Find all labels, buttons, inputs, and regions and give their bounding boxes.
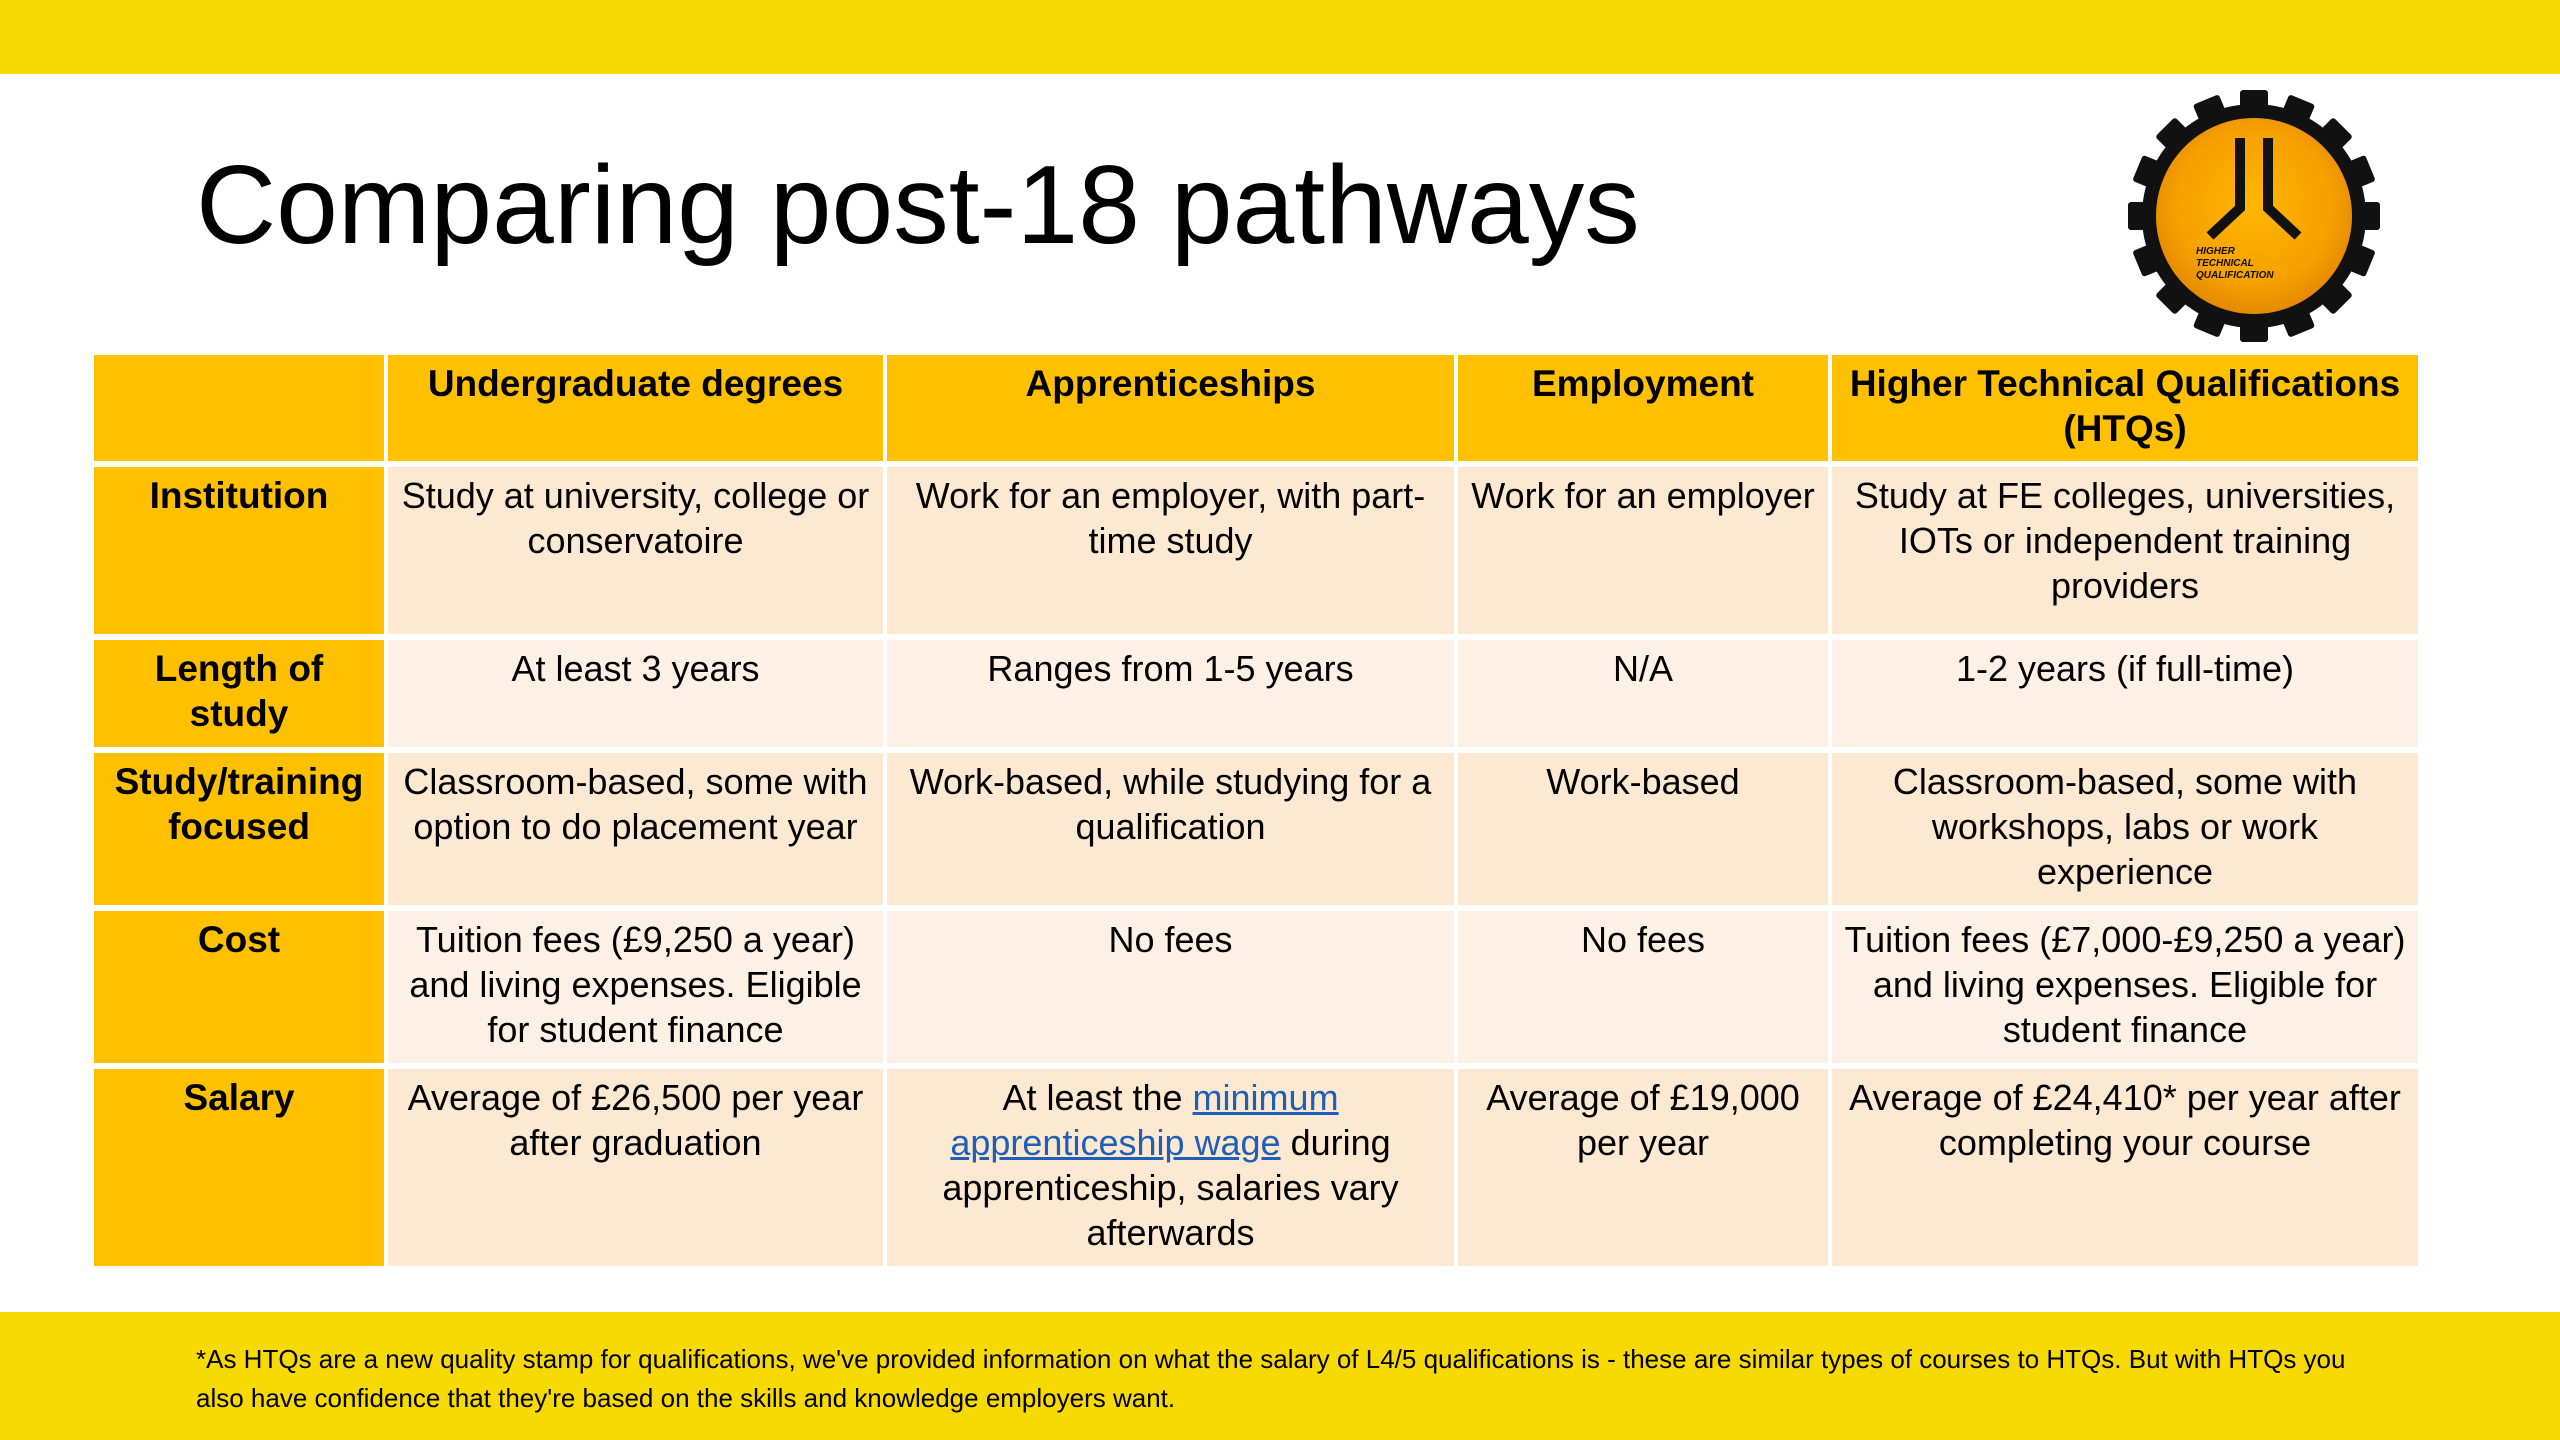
table-cell: Study at university, college or conservatoire: [388, 467, 883, 634]
row-header-length-of-study: Length of study: [94, 640, 384, 747]
table-corner-cell: [94, 355, 384, 461]
column-header-htqs: Higher Technical Qualifications (HTQs): [1832, 355, 2418, 461]
table-cell: Tuition fees (£7,000-£9,250 a year) and living expenses. Eligible for student finance: [1832, 911, 2418, 1063]
table-cell: No fees: [1458, 911, 1828, 1063]
row-header-institution: Institution: [94, 467, 384, 634]
row-header-study-training-focused: Study/training focused: [94, 753, 384, 905]
table-cell: At least 3 years: [388, 640, 883, 747]
table-cell: 1-2 years (if full-time): [1832, 640, 2418, 747]
logo-text-line-1: HIGHER: [2196, 246, 2235, 257]
table-cell: Work for an employer: [1458, 467, 1828, 634]
column-header-employment: Employment: [1458, 355, 1828, 461]
slide-title: Comparing post-18 pathways: [196, 143, 1640, 267]
table-cell: Work-based, while studying for a qualification: [887, 753, 1454, 905]
footnote: *As HTQs are a new quality stamp for qualifications, we've provided information on what the salary of L4/5 qualifications is - these are similar types of courses to HTQs. But with HTQs you also have confidence that they're based on the skills and knowledge employers want.: [196, 1344, 2346, 1413]
table-cell: Work for an employer, with part-time study: [887, 467, 1454, 634]
table-cell: Work-based: [1458, 753, 1828, 905]
table-cell: Classroom-based, some with option to do placement year: [388, 753, 883, 905]
column-header-undergraduate: Undergraduate degrees: [388, 355, 883, 461]
htq-logo: [2124, 86, 2384, 346]
top-accent-band: [0, 0, 2560, 74]
table-cell: N/A: [1458, 640, 1828, 747]
table-cell: Classroom-based, some with workshops, labs or work experience: [1832, 753, 2418, 905]
table-cell: Tuition fees (£9,250 a year) and living expenses. Eligible for student finance: [388, 911, 883, 1063]
comparison-table: [94, 355, 2418, 1266]
table-cell: Average of £26,500 per year after graduation: [388, 1069, 883, 1266]
column-header-apprenticeships: Apprenticeships: [887, 355, 1454, 461]
table-cell-apprenticeship-salary: [887, 1069, 1454, 1266]
salary-text-before: At least the: [1002, 1077, 1193, 1118]
table-cell: No fees: [887, 911, 1454, 1063]
row-header-salary: Salary: [94, 1069, 384, 1266]
logo-text-line-2: TECHNICAL: [2196, 258, 2254, 269]
table-cell: Average of £19,000 per year: [1458, 1069, 1828, 1266]
salary-text-after: during apprenticeship, salaries vary afterwards: [942, 1122, 1399, 1253]
row-header-cost: Cost: [94, 911, 384, 1063]
table-cell: Study at FE colleges, universities, IOTs or independent training providers: [1832, 467, 2418, 634]
table-cell: Ranges from 1-5 years: [887, 640, 1454, 747]
logo-text-line-3: QUALIFICATION: [2196, 270, 2274, 281]
minimum-apprenticeship-wage-link[interactable]: minimum apprenticeship wage: [950, 1077, 1339, 1163]
table-cell: Average of £24,410* per year after completing your course: [1832, 1069, 2418, 1266]
